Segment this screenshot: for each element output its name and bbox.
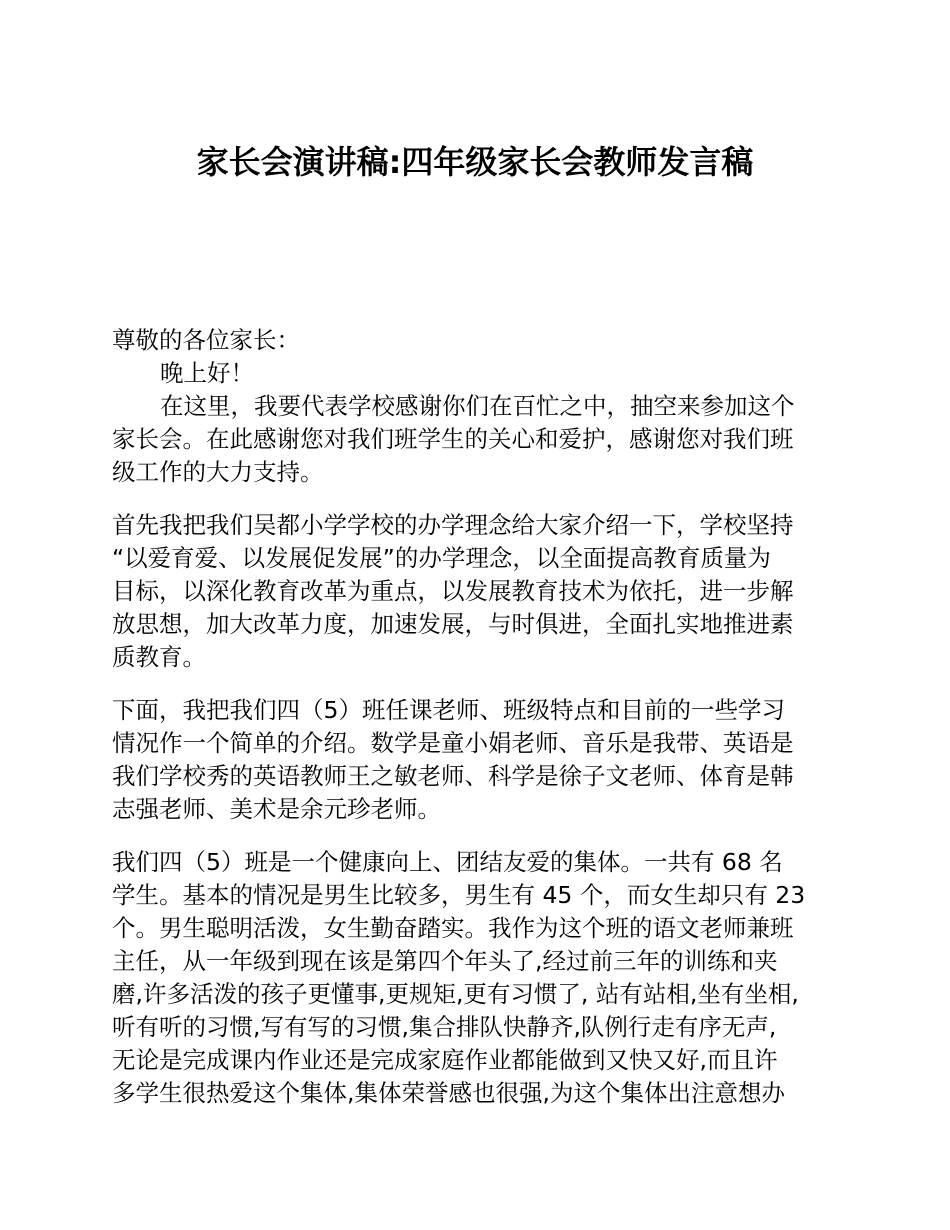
paragraph-line: 我们学校秀的英语教师王之敏老师、科学是徐子文老师、体育是韩 — [112, 762, 794, 790]
paragraph-line: 学生。基本的情况是男生比较多，男生有 45 个，而女生却只有 23 — [112, 881, 806, 909]
paragraph-line: 目标，以深化教育改革为重点，以发展教育技术为依托，进一步解 — [112, 577, 794, 605]
paragraph-line: 首先我把我们吴都小学学校的办学理念给大家介绍一下，学校坚持 — [112, 511, 794, 539]
document-body — [112, 324, 838, 1110]
paragraph-line: 主任，从一年级到现在该是第四个年头了,经过前三年的训练和夹 — [112, 947, 778, 975]
paragraph-line: 在这里，我要代表学校感谢你们在百忙之中，抽空来参加这个 — [160, 392, 795, 420]
paragraph-line: 磨,许多活泼的孩子更懂事,更规矩,更有习惯了, 站有站相,坐有坐相, — [112, 980, 799, 1008]
paragraph-line: “以爱育爱、以发展促发展”的办学理念，以全面提高教育质量为 — [112, 544, 771, 572]
paragraph-line: 志强老师、美术是余元珍老师。 — [112, 795, 441, 823]
salutation: 尊敬的各位家长： — [112, 326, 300, 354]
paragraph-class-overview — [112, 846, 838, 1110]
paragraph-line: 级工作的大力支持。 — [112, 458, 324, 486]
greeting: 晚上好！ — [160, 359, 254, 387]
paragraph-line: 听有听的习惯,写有写的习惯,集合排队快静齐,队例行走有序无声, — [112, 1013, 777, 1041]
paragraph-line: 质教育。 — [112, 643, 206, 671]
paragraph-line: 放思想，加大改革力度，加速发展，与时俱进，全面扎实地推进素 — [112, 610, 794, 638]
paragraph-line: 下面，我把我们四（5）班任课老师、班级特点和目前的一些学习 — [112, 696, 785, 724]
paragraph-line: 无论是完成课内作业还是完成家庭作业都能做到又快又好,而且许 — [112, 1046, 778, 1074]
paragraph-teachers — [112, 694, 838, 826]
paragraph-line: 个。男生聪明活泼，女生勤奋踏实。我作为这个班的语文老师兼班 — [112, 914, 794, 942]
paragraph-school-philosophy — [112, 509, 838, 674]
paragraph-thanks — [112, 390, 838, 489]
paragraph-line: 我们四（5）班是一个健康向上、团结友爱的集体。一共有 68 名 — [112, 848, 783, 876]
document-title: 家长会演讲稿:四年级家长会教师发言稿 — [196, 143, 754, 181]
paragraph-line: 多学生很热爱这个集体,集体荣誉感也很强,为这个集体出注意想办 — [112, 1079, 785, 1107]
paragraph-line: 家长会。在此感谢您对我们班学生的关心和爱护，感谢您对我们班 — [112, 425, 794, 453]
paragraph-line: 情况作一个简单的介绍。数学是童小娟老师、音乐是我带、英语是 — [112, 729, 794, 757]
